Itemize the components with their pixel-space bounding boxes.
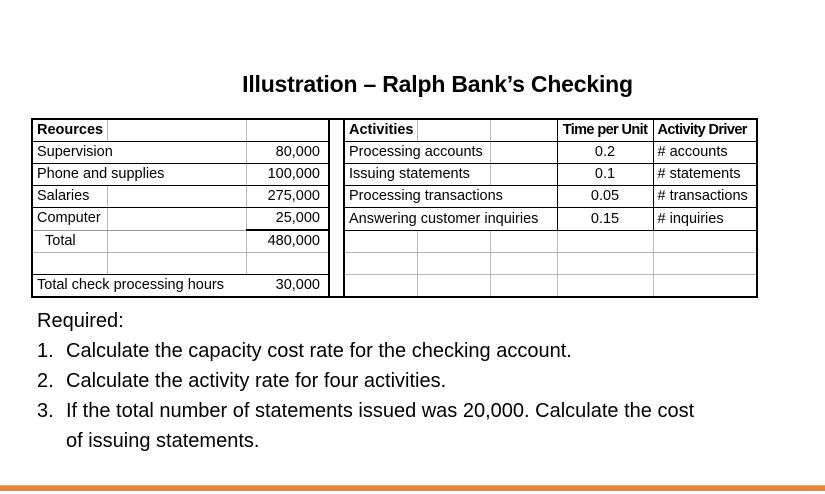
table-row — [33, 275, 328, 297]
resource-total-value-cell: 480,000 — [246, 230, 328, 253]
list-item — [37, 366, 694, 396]
table-row — [345, 164, 756, 186]
list-item-text: If the total number of statements issued was 20,000. Calculate the cost of issuing statements. — [66, 400, 695, 452]
list-item-text: Calculate the activity rate for four activities. — [66, 370, 447, 392]
required-section — [37, 306, 694, 456]
resource-label-cell: Total check processing hours — [37, 277, 224, 293]
activities-header-cell: Activities — [345, 120, 417, 142]
empty-cell — [246, 253, 328, 275]
table-row — [345, 208, 756, 230]
list-item-text: Calculate the capacity cost rate for the checking account. — [66, 340, 572, 362]
empty-cell — [557, 230, 653, 252]
table-row — [33, 186, 328, 208]
resource-label-cell: Phone and supplies — [33, 164, 107, 186]
resource-value-cell: 100,000 — [246, 164, 328, 186]
empty-cell — [107, 230, 246, 253]
resources-header-cell: Reources — [33, 120, 107, 142]
activity-name-cell: Issuing statements — [345, 164, 417, 186]
empty-cell — [417, 274, 490, 296]
time-per-unit-cell: 0.1 — [557, 164, 653, 186]
table-row — [345, 230, 756, 252]
activity-name-cell: Processing accounts — [345, 142, 417, 164]
activity-name-cell: Answering customer inquiries — [345, 208, 417, 230]
empty-cell — [246, 120, 328, 142]
activity-driver-cell: # statements — [653, 164, 756, 186]
table-row — [33, 230, 328, 253]
empty-cell — [107, 120, 246, 142]
table-row — [33, 120, 328, 142]
empty-cell — [490, 142, 557, 164]
table-gap-column — [328, 120, 345, 296]
empty-cell — [557, 274, 653, 296]
resources-table — [33, 120, 328, 296]
empty-cell — [490, 274, 557, 296]
empty-cell — [107, 253, 246, 275]
activities-table — [345, 120, 756, 296]
activity-driver-cell: # accounts — [653, 142, 756, 164]
table-row — [33, 208, 328, 231]
table-row — [345, 120, 756, 142]
list-item-number: 3. — [37, 400, 54, 422]
resource-label-cell: Supervision — [33, 142, 107, 164]
empty-cell — [490, 230, 557, 252]
required-heading: Required: — [37, 310, 124, 332]
empty-cell — [107, 142, 246, 164]
resource-value-cell: 30,000 — [275, 277, 320, 293]
empty-cell — [490, 120, 557, 142]
empty-cell — [653, 252, 756, 274]
activity-driver-cell: # transactions — [653, 186, 756, 208]
list-item — [37, 336, 694, 366]
table-row — [33, 142, 328, 164]
list-item-number: 1. — [37, 340, 54, 362]
activity-driver-header-cell: Activity Driver — [653, 120, 756, 142]
empty-cell — [417, 252, 490, 274]
empty-cell — [490, 164, 557, 186]
resource-value-cell: 275,000 — [246, 186, 328, 208]
resource-label-cell: Computer — [33, 208, 107, 231]
time-per-unit-header-cell: Time per Unit — [557, 120, 653, 142]
empty-cell — [653, 230, 756, 252]
time-per-unit-cell: 0.15 — [557, 208, 653, 230]
empty-cell — [345, 230, 417, 252]
empty-cell — [345, 274, 417, 296]
table-row — [345, 274, 756, 296]
empty-cell — [557, 252, 653, 274]
empty-cell — [107, 186, 246, 208]
time-per-unit-cell: 0.05 — [557, 186, 653, 208]
time-per-unit-cell: 0.2 — [557, 142, 653, 164]
resource-total-label-cell: Total — [33, 230, 107, 253]
activity-driver-cell: # inquiries — [653, 208, 756, 230]
activity-name-cell: Processing transactions — [345, 186, 417, 208]
resource-label-cell: Salaries — [33, 186, 107, 208]
empty-cell — [653, 274, 756, 296]
table-row — [345, 142, 756, 164]
table-row — [345, 252, 756, 274]
slide-accent-bar — [0, 485, 825, 491]
table-row — [33, 253, 328, 275]
empty-cell — [345, 252, 417, 274]
list-item-number: 2. — [37, 370, 54, 392]
table-row — [33, 164, 328, 186]
resource-value-cell: 25,000 — [246, 208, 328, 231]
empty-cell — [490, 252, 557, 274]
empty-cell — [417, 230, 490, 252]
resource-value-cell: 80,000 — [246, 142, 328, 164]
empty-cell — [33, 253, 107, 275]
list-item — [37, 396, 694, 456]
empty-cell — [107, 208, 246, 231]
tables-block — [31, 118, 758, 298]
empty-cell — [417, 120, 490, 142]
slide-title: Illustration – Ralph Bank’s Checking — [242, 71, 633, 97]
table-row — [345, 186, 756, 208]
